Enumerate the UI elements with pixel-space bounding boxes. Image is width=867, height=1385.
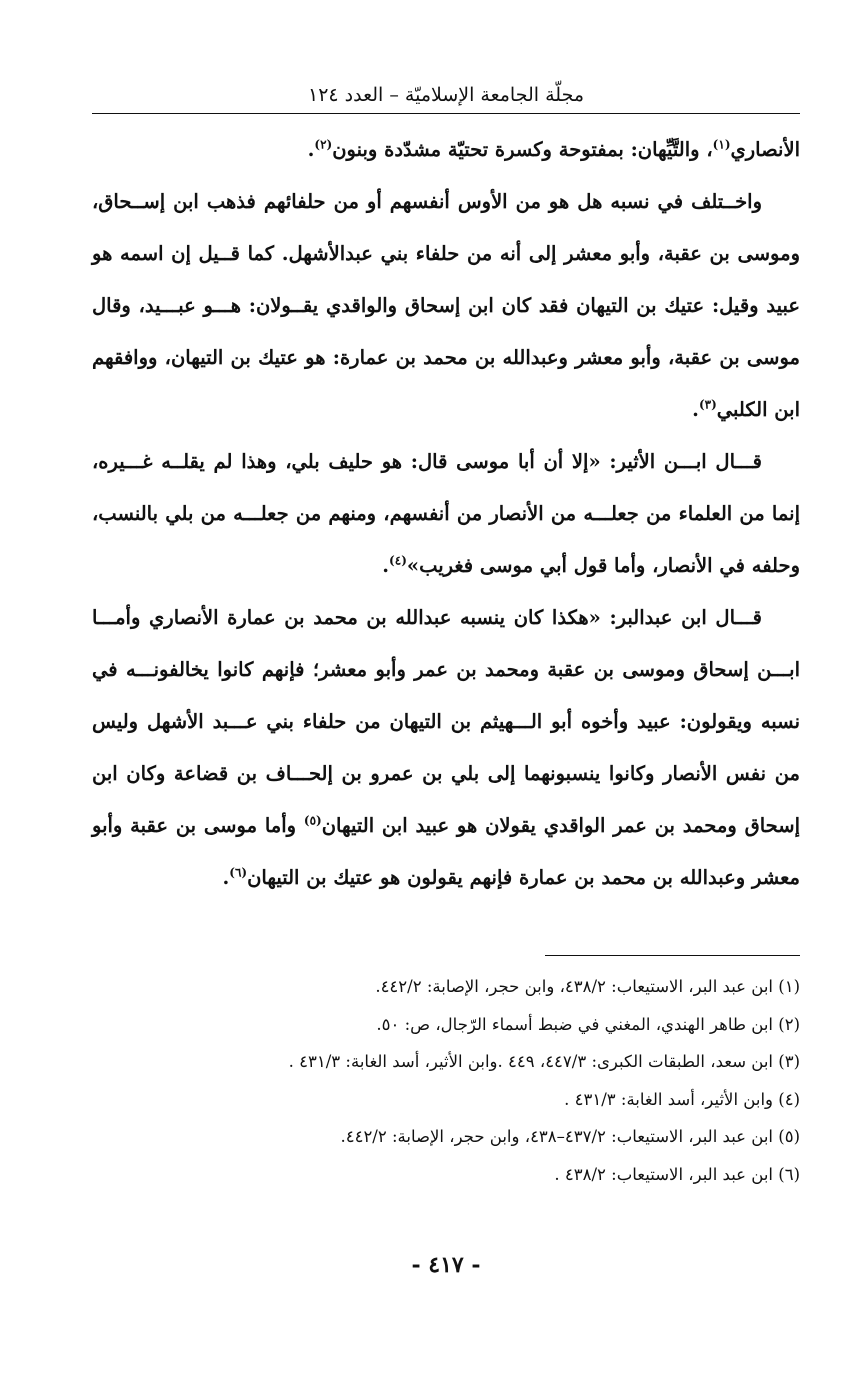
paragraph-4: قـــال ابن عبدالبر: «هكذا كان ينسبه عبدالله بن محمد بن عمارة الأنصاري وأمـــا ابـــن إسحاق وموسى بن عقبة ومحمد بن عمر وأبو معشر؛ فإنهم كانوا يخالفونـــه في نسبه ويقولون: عبيد وأخوه أبو الـــهيثم بن التيهان من حلفاء بني عـــبد الأشهل وليس من نفس الأنصار وكانوا ينسبونهما إلى بلي بن عمرو بن إلحـــاف بن قضاعة وكان ابن إسحاق ومحمد بن عمر الواقدي يقولان هو عبيد ابن التيهان$^{(٥)}$ وأما موسى بن عقبة وأبو معشر وعبدالله بن محمد بن عمارة فإنهم يقولون هو عتيك بن التيهان$^{(٦)}$. [92, 606, 800, 889]
footnote-ref-3[interactable]: (٣) [698, 397, 717, 412]
footnote-ref-6[interactable]: (٦) [229, 865, 248, 880]
running-header: مجلّة الجامعة الإسلاميّة – العدد ١٢٤ [307, 84, 585, 106]
footnote-2: (٢) ابن طاهر الهندي، المغني في ضبط أسماء الرّجال، ص: ٥٠. [376, 1014, 800, 1034]
footnote-ref-1[interactable]: (١) [712, 137, 731, 152]
main-text [92, 124, 800, 904]
footnote-5: (٥) ابن عبد البر، الاستيعاب: ٤٣٧/٢–٤٣٨، وابن حجر، الإصابة: ٤٤٢/٢. [340, 1127, 800, 1146]
page-number: - ٤١٧ - [411, 1252, 481, 1278]
paragraph-2: واخــتلف في نسبه هل هو من الأوس أنفسهم أو من حلفائهم فذهب ابن إســحاق، وموسى بن عقبة، وأبو معشر إلى أنه من حلفاء بني عبدالأشهل. كما قــيل إن اسمه هو عبيد وقيل: عتيك بن التيهان فقد كان ابن إسحاق والواقدي يقــولان: هـــو عبـــيد، وقال موسى بن عقبة، وأبو معشر وعبدالله بن محمد بن عمارة: هو عتيك بن التيهان، ووافقهم ابن الكلبي$^{(٣)}$. [92, 190, 800, 421]
footnote-divider [545, 955, 800, 956]
paragraph-3: قـــال ابـــن الأثير: «إلا أن أبا موسى قال: هو حليف بلي، وهذا لم يقلــه غـــيره، إنما من العلماء من جعلـــه من الأنصار من أنفسهم، ومنهم من جعلـــه من بلي بالنسب، وحلفه في الأنصار، وأما قول أبي موسى فغريب»$^{(٤)}$. [92, 450, 800, 577]
footnote-ref-4[interactable]: (٤) [389, 553, 407, 568]
footnote-ref-2[interactable]: (٢) [314, 137, 333, 152]
footnote-6: (٦) ابن عبد البر، الاستيعاب: ٤٣٨/٢ . [554, 1164, 800, 1184]
paragraph-1: الأنصاري$^{(١)}$، والتَّيِّهان: بمفتوحة وكسرة تحتيّة مشدّدة وبنون$^{(٢)}$. [307, 137, 800, 161]
header-divider [92, 113, 800, 114]
footnote-4: (٤) وابن الأثير، أسد الغابة: ٤٣١/٣ . [564, 1089, 800, 1109]
footnotes [92, 968, 800, 1193]
footnote-ref-5[interactable]: (٥) [303, 813, 322, 828]
footnote-3: (٣) ابن سعد، الطبقات الكبرى: ٤٤٧/٣، ٤٤٩ .وابن الأثير، أسد الغابة: ٤٣١/٣ . [288, 1052, 800, 1071]
footnote-1: (١) ابن عبد البر، الاستيعاب: ٤٣٨/٢، وابن حجر، الإصابة: ٤٤٢/٢. [375, 977, 800, 996]
